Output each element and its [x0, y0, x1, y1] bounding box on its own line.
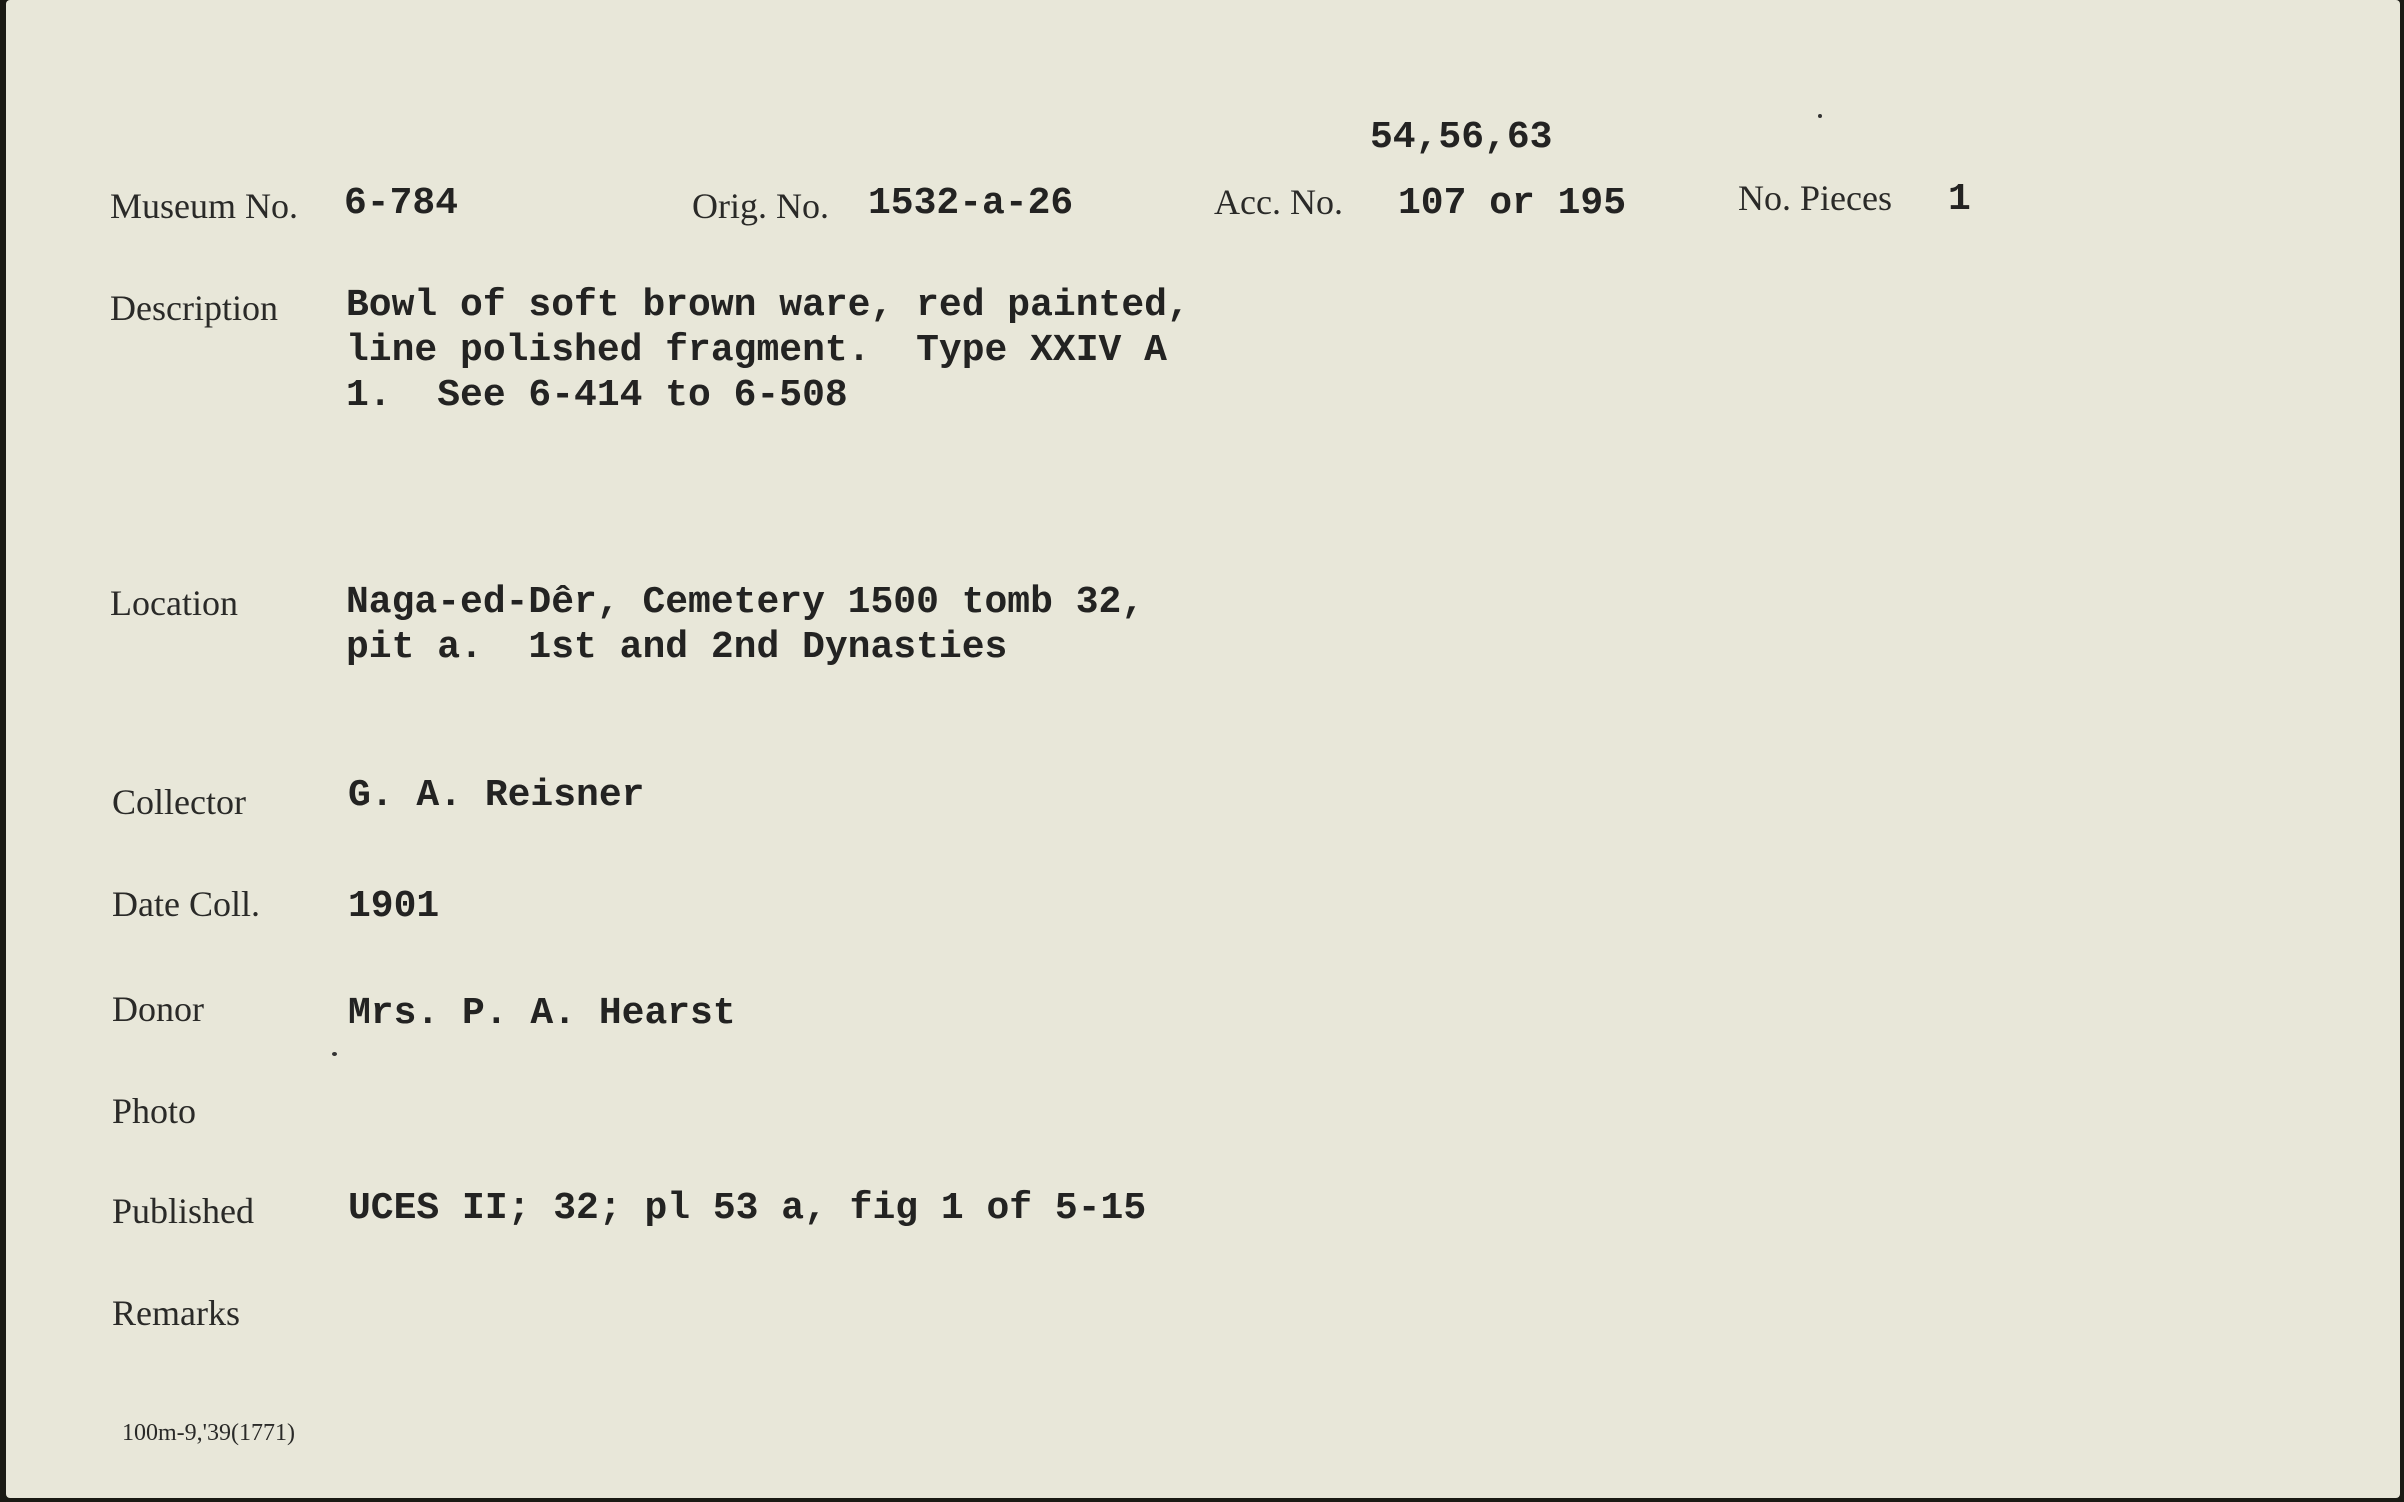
description-label: Description: [110, 288, 278, 328]
museum-no-label: Museum No.: [110, 186, 298, 226]
no-pieces-value: 1: [1948, 178, 1971, 221]
published-label: Published: [112, 1191, 255, 1231]
published-value: UCES II; 32; pl 53 a, fig 1 of 5-15: [348, 1187, 1147, 1230]
no-pieces-label: No. Pieces: [1738, 178, 1892, 218]
orig-no-value: 1532-a-26: [868, 182, 1074, 225]
acc-no-value: 107 or 195: [1398, 182, 1627, 225]
orig-no-label: Orig. No.: [692, 186, 829, 226]
remarks-label: Remarks: [112, 1293, 240, 1333]
date-coll-label: Date Coll.: [112, 884, 260, 924]
museum-no-value: 6-784: [344, 182, 459, 225]
description-line: line polished fragment. Type XXIV A: [346, 329, 1167, 372]
location-label: Location: [110, 583, 238, 623]
form-code: 100m-9,'39(1771): [122, 1420, 295, 1446]
description-line: 1. See 6-414 to 6-508: [346, 374, 848, 417]
collector-value: G. A. Reisner: [348, 774, 645, 817]
top-numbers: 54,56,63: [1370, 116, 1553, 159]
description-line: Bowl of soft brown ware, red painted,: [346, 284, 1190, 327]
ink-speck: [332, 1052, 337, 1056]
location-line: Naga-ed-Dêr, Cemetery 1500 tomb 32,: [346, 581, 1145, 624]
donor-value: Mrs. P. A. Hearst: [348, 992, 736, 1035]
donor-label: Donor: [112, 989, 204, 1029]
collector-label: Collector: [112, 782, 246, 822]
location-line: pit a. 1st and 2nd Dynasties: [346, 626, 1008, 669]
acc-no-label: Acc. No.: [1214, 182, 1343, 222]
date-coll-value: 1901: [348, 885, 440, 928]
photo-label: Photo: [112, 1091, 197, 1131]
ink-speck: [1818, 114, 1822, 118]
catalog-card: [6, 0, 2400, 1498]
